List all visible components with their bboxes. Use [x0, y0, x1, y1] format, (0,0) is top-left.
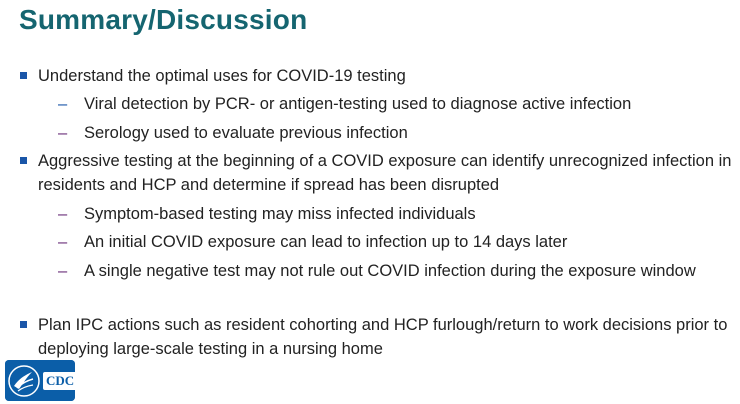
dash-icon: – [58, 233, 68, 251]
dash-icon: – [58, 124, 68, 142]
bullet-square-icon [20, 157, 27, 164]
sub-bullet-text: Serology used to evaluate previous infection [84, 124, 408, 142]
sub-bullet-text: An initial COVID exposure can lead to infection up to 14 days later [84, 233, 568, 251]
dash-icon: – [58, 95, 68, 113]
bullet-square-icon [20, 72, 27, 79]
sub-bullet-text: Viral detection by PCR- or antigen-testing used to diagnose active infection [84, 95, 632, 113]
bullet-text: Understand the optimal uses for COVID-19 testing [38, 67, 406, 85]
sub-bullet-text: A single negative test may not rule out COVID infection during the exposure window [84, 262, 696, 280]
dash-icon: – [58, 205, 68, 223]
sub-bullet-text: Symptom-based testing may miss infected individuals [84, 205, 476, 223]
bullet-text: Plan IPC actions such as resident cohorting and HCP furlough/return to work decisions prior to deploying large-scale testing in a nursing home [38, 316, 728, 358]
cdc-logo-text: CDC [43, 372, 75, 390]
bullet-text: Aggressive testing at the beginning of a COVID exposure can identify unrecognized infection in residents and HCP and determine if spread has been disrupted [38, 152, 732, 194]
cdc-logo [5, 360, 75, 401]
dash-icon: – [58, 262, 68, 280]
bullet-square-icon [20, 321, 27, 328]
slide-title: Summary/Discussion [19, 4, 308, 35]
